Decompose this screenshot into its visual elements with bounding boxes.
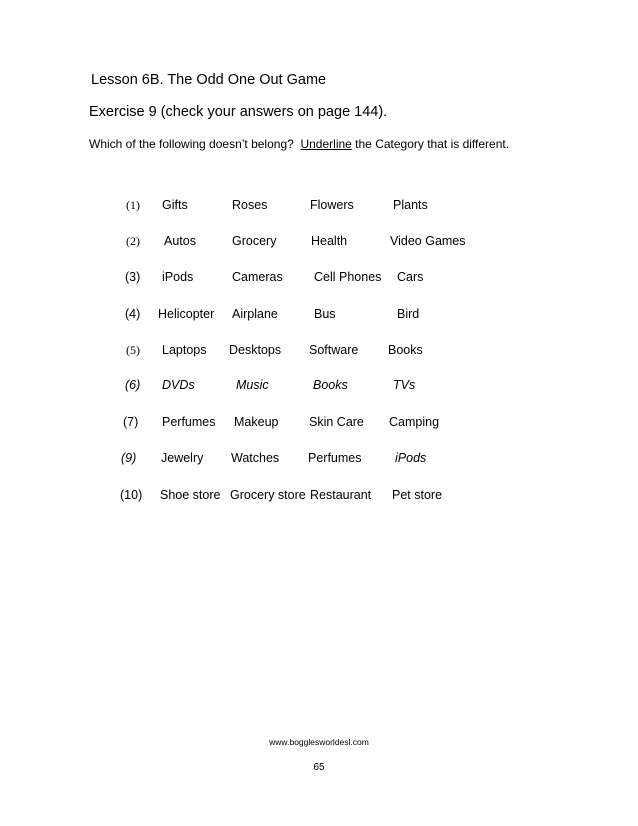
option-3: Software <box>309 343 359 357</box>
instruction-underline-word: Underline <box>300 137 352 151</box>
option-2: Music <box>236 378 269 392</box>
option-2: Desktops <box>229 343 282 357</box>
row-number: (4) <box>125 307 141 321</box>
option-1: Gifts <box>162 198 188 212</box>
lesson-title: Lesson 6B. The Odd One Out Game <box>91 72 327 88</box>
row-number: (6) <box>125 378 141 392</box>
option-1: Autos <box>164 234 196 248</box>
option-2: Cameras <box>232 270 283 284</box>
exercise-row-2 <box>0 234 638 252</box>
option-1: Shoe store <box>160 488 221 502</box>
row-number: (5) <box>126 343 140 357</box>
exercise-row-3 <box>0 270 638 288</box>
option-2: Airplane <box>232 307 278 321</box>
option-4: Camping <box>389 415 440 429</box>
instruction-prefix: Which of the following doesn’t belong? <box>89 137 301 151</box>
option-3: Cell Phones <box>314 270 382 284</box>
option-2: Watches <box>231 451 280 465</box>
exercise-row-4 <box>0 307 638 325</box>
option-3: Skin Care <box>309 415 364 429</box>
exercise-row-1 <box>0 198 638 216</box>
option-2: Makeup <box>234 415 279 429</box>
option-1: Perfumes <box>162 415 216 429</box>
row-number: (1) <box>126 198 140 212</box>
option-1: Helicopter <box>158 307 215 321</box>
option-2: Grocery <box>232 234 277 248</box>
option-1: Laptops <box>162 343 207 357</box>
option-3: Bus <box>314 307 336 321</box>
exercise-row-6 <box>0 378 638 396</box>
exercise-heading: Exercise 9 (check your answers on page 144). <box>89 104 388 120</box>
option-3: Restaurant <box>310 488 372 502</box>
exercise-row-8 <box>0 451 638 469</box>
option-4: Bird <box>397 307 420 321</box>
option-3: Flowers <box>310 198 354 212</box>
row-number: (3) <box>125 270 141 284</box>
row-number: (9) <box>121 451 137 465</box>
option-4: Plants <box>393 198 428 212</box>
exercise-row-5 <box>0 343 638 361</box>
option-1: Jewelry <box>161 451 204 465</box>
option-4: TVs <box>393 378 416 392</box>
instruction-text <box>89 137 509 151</box>
option-2: Grocery store <box>230 488 306 502</box>
option-3: Perfumes <box>308 451 362 465</box>
option-4: Pet store <box>392 488 443 502</box>
instruction-suffix: the Category that is different. <box>351 137 510 151</box>
option-3: Books <box>313 378 348 392</box>
option-4: Cars <box>397 270 424 284</box>
exercise-row-7 <box>0 415 638 433</box>
footer-url: www.bogglesworldesl.com <box>269 737 369 747</box>
option-4: iPods <box>395 451 427 465</box>
row-number: (10) <box>120 488 143 502</box>
page-number: 65 <box>313 762 325 773</box>
option-3: Health <box>311 234 348 248</box>
option-2: Roses <box>232 198 268 212</box>
exercise-row-9 <box>0 488 638 506</box>
option-4: Books <box>388 343 423 357</box>
option-1: DVDs <box>162 378 195 392</box>
row-number: (2) <box>126 234 140 248</box>
option-1: iPods <box>162 270 194 284</box>
option-4: Video Games <box>390 234 466 248</box>
row-number: (7) <box>123 415 139 429</box>
